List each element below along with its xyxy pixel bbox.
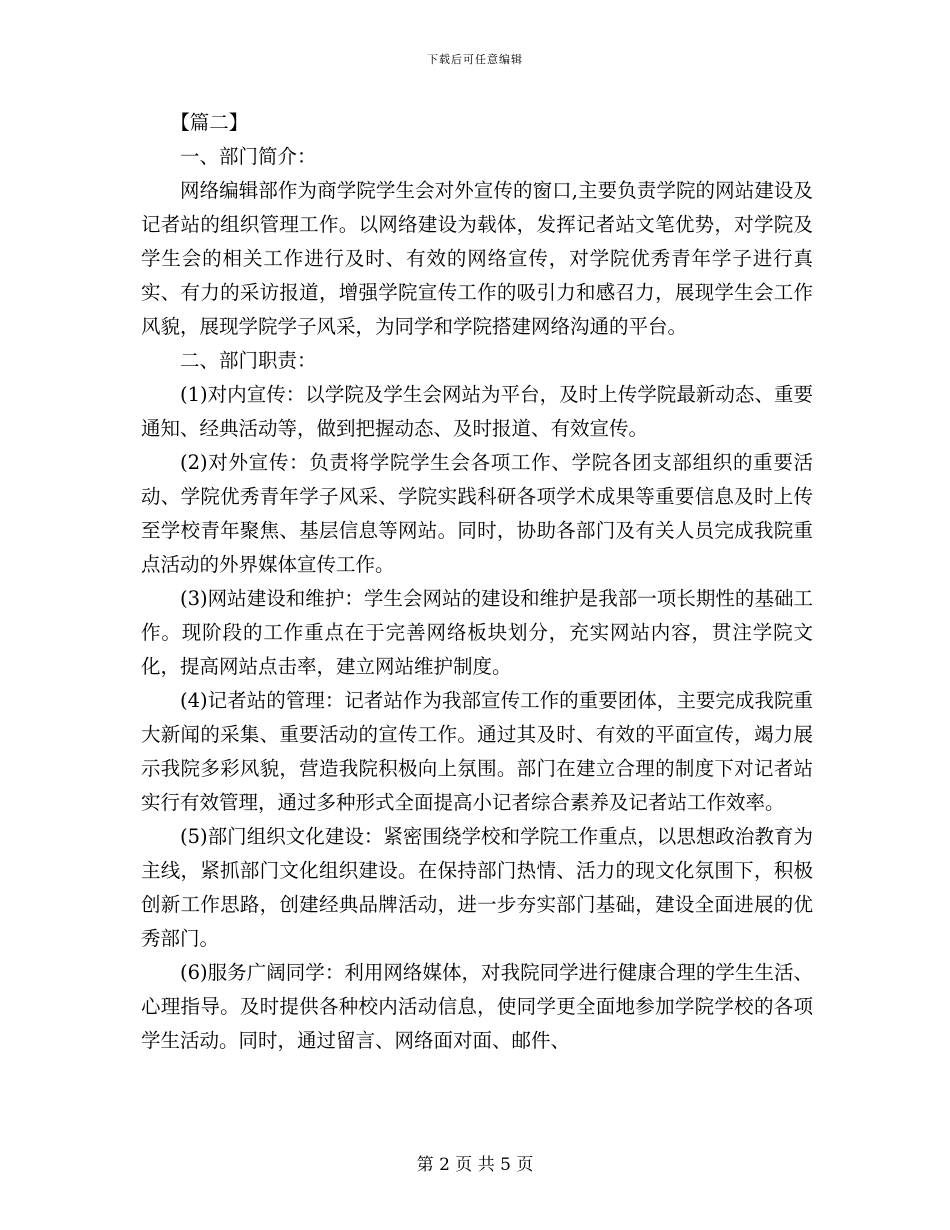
paragraph-duty-3: (3)网站建设和维护：学生会网站的建设和维护是我部一项长期性的基础工作。现阶段的工作重点在于完善网络板块划分，充实网站内容，贯注学院文化，提高网站点击率，建立网站维护制度。	[141, 587, 813, 678]
footer-current-page: 2	[439, 1155, 450, 1175]
paragraph-duty-6: (6)服务广阔同学：利用网络媒体，对我院同学进行健康合理的学生生活、心理指导。及时提供各种校内活动信息，使同学更全面地参加学院学校的各项学生活动。同时，通过留言、网络面对面、邮件、	[141, 961, 813, 1052]
footer-suffix: 页	[516, 1155, 534, 1175]
paragraph-duty-2: (2)对外宣传：负责将学院学生会各项工作、学院各团支部组织的重要活动、学院优秀青年学子风采、学院实践科研各项学术成果等重要信息及时上传至学校青年聚焦、基层信息等网站。同时，协助各部门及有关人员完成我院重点活动的外界媒体宣传工作。	[141, 451, 813, 576]
section-heading-duties: 二、部门职责：	[180, 349, 317, 372]
page-header: 下载后可任意编辑	[427, 53, 523, 66]
footer-mid: 页 共	[455, 1155, 495, 1175]
document-body	[141, 106, 813, 1058]
paragraph-duty-4: (4)记者站的管理：记者站作为我部宣传工作的重要团体，主要完成我院重大新闻的采集、重要活动的宣传工作。通过其及时、有效的平面宣传，竭力展示我院多彩风貌，营造我院积极向上氛围。部门在建立合理的制度下对记者站实行有效管理，通过多种形式全面提高小记者综合素养及记者站工作效率。	[141, 689, 813, 814]
section-heading-intro: 一、部门简介：	[180, 145, 317, 168]
paragraph-duty-5: (5)部门组织文化建设：紧密围绕学校和学院工作重点，以思想政治教育为主线，紧抓部门文化组织建设。在保持部门热情、活力的现文化氛围下，积极创新工作思路，创建经典品牌活动，进一步夯实部门基础，建设全面进展的优秀部门。	[141, 825, 813, 950]
footer-total-pages: 5	[500, 1155, 511, 1175]
footer-prefix: 第	[416, 1155, 434, 1175]
paragraph-intro: 网络编辑部作为商学院学生会对外宣传的窗口,主要负责学院的网站建设及记者站的组织管理工作。以网络建设为载体，发挥记者站文笔优势，对学院及学生会的相关工作进行及时、有效的网络宣传，对学院优秀青年学子进行真实、有力的采访报道，增强学院宣传工作的吸引力和感召力，展现学生会工作风貌，展现学院学子风采，为同学和学院搭建网络沟通的平台。	[141, 179, 813, 338]
paragraph-duty-1: (1)对内宣传：以学院及学生会网站为平台，及时上传学院最新动态、重要通知、经典活动等，做到把握动态、及时报道、有效宣传。	[141, 383, 813, 440]
section-title: 【篇二】	[170, 111, 249, 134]
page-footer	[0, 1154, 950, 1176]
